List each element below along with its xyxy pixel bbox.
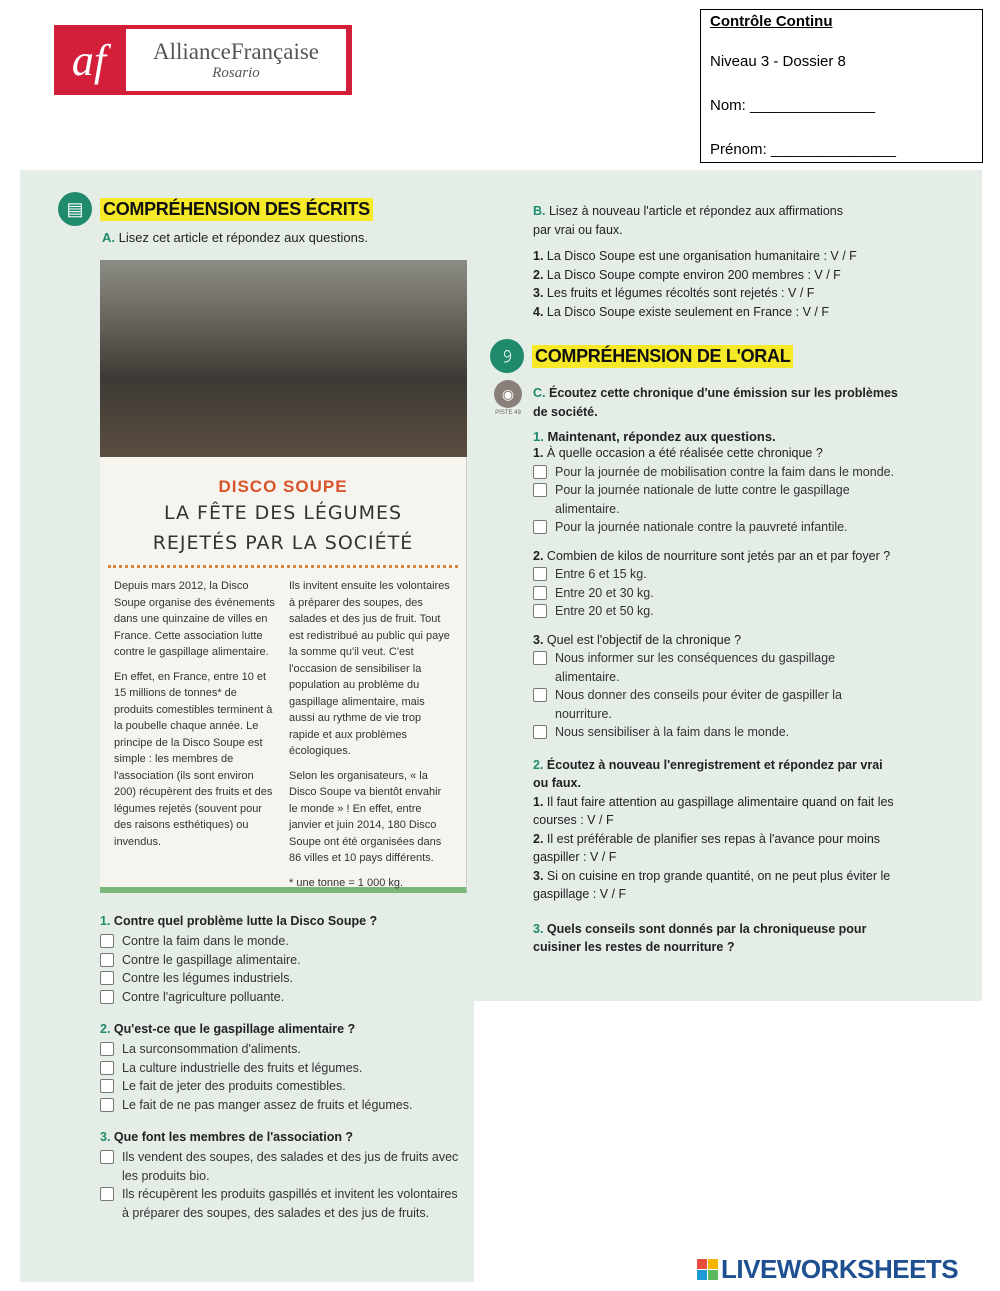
true-false-item	[533, 793, 898, 830]
track-label: PISTE 49	[495, 410, 521, 416]
article-paragraph: Selon les organisateurs, « la Disco Soupe va bientôt envahir le monde » ! En effet, entre janvier et juin 2014, 180 Disco Soupe ont été organisées dans 86 villes et 10 pays différents.	[289, 769, 442, 864]
article-paragraph: Depuis mars 2012, la Disco Soupe organise des événements dans une quinzaine de villes en France. Cette association lutte contre le gaspillage alimentaire.	[114, 580, 275, 658]
part-text: Écoutez à nouveau l'enregistrement et répondez par vrai ou faux.	[533, 757, 883, 790]
answer-option[interactable]	[533, 518, 898, 537]
answer-option[interactable]	[533, 602, 898, 621]
audio-track[interactable]	[491, 380, 525, 416]
checkbox[interactable]	[533, 604, 547, 618]
item-text: La Disco Soupe est une organisation humanitaire : V / F	[546, 249, 857, 263]
true-false-item	[533, 284, 893, 303]
question-text: Quel est l'objectif de la chronique ?	[546, 632, 742, 647]
question	[533, 631, 898, 650]
right-questions	[533, 384, 898, 957]
question-number: 2.	[533, 548, 544, 563]
instruction-a	[102, 229, 368, 248]
article-footnote: * une tonne = 1 000 kg.	[289, 876, 404, 889]
checkbox[interactable]	[100, 971, 114, 985]
exam-level: Niveau 3 - Dossier 8	[710, 53, 846, 70]
letter-b: B.	[533, 204, 546, 218]
question-block	[533, 631, 898, 742]
item-text: Il faut faire attention au gaspillage alimentaire quand on fait les courses : V / F	[533, 794, 894, 827]
checkbox[interactable]	[100, 990, 114, 1004]
left-questions	[100, 914, 465, 1222]
option-label: Nous informer sur les conséquences du gaspillage alimentaire.	[555, 651, 836, 684]
part-3-heading	[533, 920, 898, 957]
answer-option[interactable]	[100, 951, 465, 970]
option-label: Ils vendent des soupes, des salades et des jus de fruits avec les produits bio.	[122, 1150, 459, 1183]
option-label: La culture industrielle des fruits et légumes.	[122, 1060, 363, 1075]
checkbox[interactable]	[533, 688, 547, 702]
logo-mark: af	[71, 35, 107, 85]
alliance-francaise-logo	[54, 25, 352, 95]
question-block	[533, 444, 898, 537]
checkbox[interactable]	[100, 1042, 114, 1056]
option-label: Le fait de ne pas manger assez de fruits et légumes.	[122, 1097, 413, 1112]
answer-option[interactable]	[100, 988, 465, 1007]
option-label: Ils récupèrent les produits gaspillés et invitent les volontaires à préparer des soupes, des salades et des jus de fruits.	[122, 1187, 458, 1220]
part-1-heading	[533, 429, 898, 444]
true-false-item	[533, 830, 898, 867]
answer-option[interactable]	[100, 1096, 465, 1115]
answer-option[interactable]	[100, 1185, 465, 1222]
true-false-item	[533, 867, 898, 904]
question-number: 1.	[100, 914, 111, 928]
question	[100, 1022, 465, 1036]
checkbox[interactable]	[533, 725, 547, 739]
answer-option[interactable]	[100, 1040, 465, 1059]
question	[533, 444, 898, 463]
question	[100, 914, 465, 928]
item-text: Si on cuisine en trop grande quantité, on ne peut plus éviter le gaspillage : V / F	[533, 868, 891, 901]
article-paragraph: Ils invitent ensuite les volontaires à préparer des soupes, des salades et des jus de fruit. Tout est redistribué au public qui paye la somme qu'il veut. C'est l'occasion de sensibiliser la population au problème du gaspillage alimentaire, mais aussi au rythme de vie trop rapide et aux problèmes écologiques.	[289, 580, 450, 757]
instruction-a-text: Lisez cet article et répondez aux questions.	[118, 230, 368, 245]
checkbox[interactable]	[533, 465, 547, 479]
true-false-item	[533, 303, 893, 322]
question-text: Que font les membres de l'association ?	[113, 1130, 354, 1144]
instruction-c	[533, 384, 898, 421]
question-number: 3.	[533, 632, 544, 647]
answer-option[interactable]	[533, 565, 898, 584]
item-text: Les fruits et légumes récoltés sont rejetés : V / F	[546, 286, 815, 300]
checkbox[interactable]	[100, 1079, 114, 1093]
logo-name: AllianceFrançaise	[152, 38, 320, 64]
answer-option[interactable]	[100, 1077, 465, 1096]
question-text: Contre quel problème lutte la Disco Soupe ?	[113, 914, 378, 928]
question-number: 1.	[533, 446, 544, 460]
logo-city: Rosario	[212, 64, 260, 81]
checkbox[interactable]	[100, 934, 114, 948]
item-number: 2.	[533, 267, 544, 282]
true-false-item	[533, 247, 893, 266]
exam-title: Contrôle Continu	[710, 13, 833, 30]
item-text: Il est préférable de planifier ses repas à l'avance pour moins gaspiller : V / F	[533, 831, 881, 864]
article-title-line1: LA FÊTE DES LÉGUMES	[163, 502, 403, 524]
question-text: Combien de kilos de nourriture sont jetés par an et par foyer ?	[546, 548, 891, 563]
item-number: 1.	[533, 249, 544, 263]
option-label: Contre les légumes industriels.	[122, 971, 293, 985]
section-title: COMPRÉHENSION DE L'ORAL	[532, 345, 793, 368]
answer-option[interactable]	[533, 584, 898, 603]
watermark-text: LIVEWORKSHEETS	[721, 1254, 959, 1284]
part-number: 2.	[533, 757, 544, 772]
option-label: Pour la journée de mobilisation contre la faim dans le monde.	[555, 464, 895, 479]
section-title: COMPRÉHENSION DES ÉCRITS	[100, 198, 373, 221]
part-text: Quels conseils sont donnés par la chroniqueuse pour cuisiner les restes de nourriture ?	[533, 921, 867, 954]
article-title-line2: REJETÉS PAR LA SOCIÉTÉ	[152, 532, 414, 554]
section-header-ecrits	[58, 192, 373, 226]
question-number: 3.	[100, 1130, 111, 1144]
item-number: 2.	[533, 831, 544, 846]
student-info-box	[700, 9, 983, 163]
answer-option[interactable]	[533, 481, 898, 518]
part-text: Maintenant, répondez aux questions.	[547, 429, 776, 444]
option-label: Contre le gaspillage alimentaire.	[122, 952, 301, 967]
article-kicker: DISCO SOUPE	[218, 477, 348, 496]
option-label: Nous sensibiliser à la faim dans le monde.	[555, 725, 790, 739]
item-number: 3.	[533, 868, 544, 883]
option-label: Pour la journée nationale contre la pauvreté infantile.	[555, 520, 848, 534]
checkbox[interactable]	[533, 567, 547, 581]
item-number: 4.	[533, 304, 544, 319]
option-label: La surconsommation d'aliments.	[122, 1042, 301, 1056]
question-text: À quelle occasion a été réalisée cette chronique ?	[546, 446, 823, 460]
part-number: 1.	[533, 429, 544, 444]
answer-option[interactable]	[533, 686, 898, 723]
checkbox[interactable]	[100, 1187, 114, 1201]
prenom-field[interactable]: Prénom: _______________	[710, 141, 896, 158]
question	[100, 1130, 465, 1144]
instruction-b-text2: par vrai ou faux.	[533, 222, 623, 237]
item-number: 1.	[533, 794, 544, 809]
option-label: Contre la faim dans le monde.	[122, 934, 289, 948]
section-header-oral	[490, 339, 793, 373]
answer-option[interactable]	[100, 1148, 465, 1185]
checkbox[interactable]	[533, 586, 547, 600]
article	[100, 457, 467, 893]
answer-option[interactable]	[533, 463, 898, 482]
audio-icon[interactable]: ◉	[494, 380, 522, 408]
item-text: La Disco Soupe existe seulement en France : V / F	[546, 304, 830, 319]
option-label: Le fait de jeter des produits comestibles.	[122, 1079, 346, 1093]
option-label: Nous donner des conseils pour éviter de gaspiller la nourriture.	[555, 688, 842, 721]
instruction-c-text: Écoutez cette chronique d'une émission sur les problèmes de société.	[533, 386, 898, 419]
answer-option[interactable]	[100, 932, 465, 951]
checkbox[interactable]	[100, 953, 114, 967]
option-label: Pour la journée nationale de lutte contre le gaspillage alimentaire.	[555, 483, 850, 516]
answer-option[interactable]	[533, 723, 898, 742]
question-number: 2.	[100, 1022, 111, 1036]
letter-c: C.	[533, 386, 546, 400]
option-label: Contre l'agriculture polluante.	[122, 989, 285, 1004]
disco-soupe-photo	[100, 260, 467, 457]
question	[533, 547, 898, 566]
item-text: La Disco Soupe compte environ 200 membres : V / F	[546, 267, 841, 282]
part-2-heading	[533, 756, 898, 793]
checkbox[interactable]	[100, 1098, 114, 1112]
instruction-b	[533, 202, 893, 321]
nom-field[interactable]: Nom: _______________	[710, 97, 876, 114]
checkbox[interactable]	[533, 483, 547, 497]
instruction-b-text: Lisez à nouveau l'article et répondez aux affirmations	[548, 204, 843, 218]
answer-option[interactable]	[100, 969, 465, 988]
article-paragraph: En effet, en France, entre 10 et 15 millions de tonnes* de produits comestibles terminent à la poubelle chaque année. Le principe de la Disco Soupe est simple : les membres de l'association (ils sont environ 200) récupèrent des fruits et des légumes rejetés (souvent pour des raisons esthétiques) ou invendus.	[114, 670, 273, 848]
item-number: 3.	[533, 286, 544, 300]
question-text: Qu'est-ce que le gaspillage alimentaire ?	[113, 1022, 356, 1036]
option-label: Entre 20 et 50 kg.	[555, 604, 654, 618]
checkbox[interactable]	[100, 1150, 114, 1164]
answer-option[interactable]	[100, 1059, 465, 1078]
option-label: Entre 20 et 30 kg.	[555, 585, 654, 600]
true-false-item	[533, 266, 893, 285]
answer-option[interactable]	[533, 649, 898, 686]
liveworksheets-watermark	[697, 1254, 958, 1285]
checkbox[interactable]	[533, 651, 547, 665]
checkbox[interactable]	[100, 1061, 114, 1075]
question-block	[533, 547, 898, 621]
part-number: 3.	[533, 921, 544, 936]
book-icon: ▤	[58, 192, 92, 226]
option-label: Entre 6 et 15 kg.	[555, 567, 647, 581]
ear-icon: 𝟿	[490, 339, 524, 373]
checkbox[interactable]	[533, 520, 547, 534]
letter-a: A.	[102, 230, 115, 245]
